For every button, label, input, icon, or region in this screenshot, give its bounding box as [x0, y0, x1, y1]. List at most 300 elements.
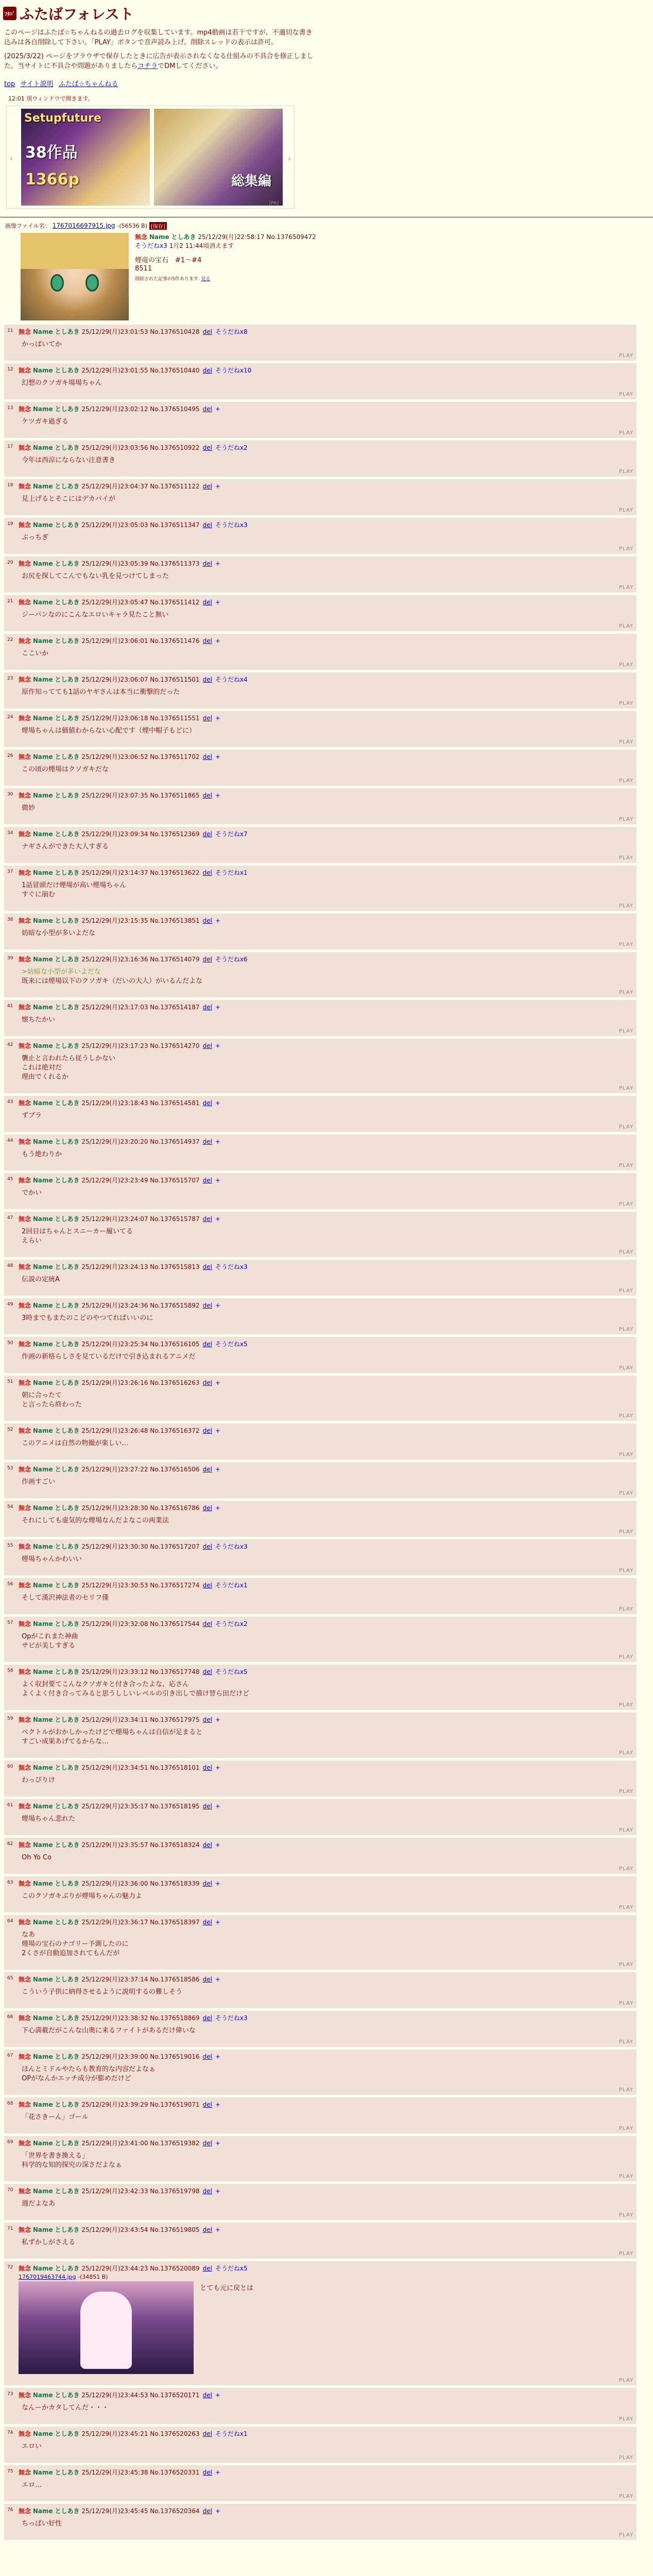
reply-del-link[interactable]: del	[202, 2507, 212, 2515]
play-button[interactable]: PLAY	[618, 2251, 633, 2257]
reply-text-line: ペクトルがおかしかったけどで煙場ちゃんは自信が足まると	[22, 1728, 203, 1736]
reply-sodane-button[interactable]: そうだねx3	[215, 1543, 248, 1550]
reply-sodane-button[interactable]: +	[215, 1976, 220, 1983]
reply-del-link[interactable]: del	[202, 2188, 212, 2195]
reply-date: 25/12/29(月)23:35:17	[81, 1803, 148, 1810]
reply-del-link[interactable]: del	[202, 2469, 212, 2476]
reply-number: No.1376513851	[150, 917, 200, 924]
reply-del-link[interactable]: del	[202, 1004, 212, 1011]
reply-name: Name	[32, 2188, 53, 2195]
reply-del-link[interactable]: del	[202, 405, 212, 413]
reply-header	[19, 1215, 631, 1223]
reply-del-link[interactable]: del	[202, 1764, 212, 1771]
reply-sodane-button[interactable]: +	[215, 599, 220, 606]
reply-text-line: それにしても虚気的な煙場なんだよなこの両業法	[22, 1517, 169, 1524]
reply-sodane-button[interactable]: +	[215, 792, 220, 799]
reply-del-link[interactable]: del	[202, 1919, 212, 1926]
reply-sodane-button[interactable]: +	[215, 637, 220, 645]
reply-del-link[interactable]: del	[202, 483, 212, 490]
reply-header	[19, 917, 631, 925]
reply-index: 58	[7, 1668, 13, 1673]
play-button[interactable]: PLAY	[618, 990, 633, 995]
reply-del-link[interactable]: del	[202, 1466, 212, 1473]
reply-sodane-button[interactable]: +	[215, 2101, 220, 2108]
reply-del-link[interactable]: del	[202, 2226, 212, 2233]
reply-header	[19, 1802, 631, 1810]
reply-sodane-button[interactable]: +	[215, 1099, 220, 1107]
reply-del-link[interactable]: del	[202, 1215, 212, 1223]
play-button[interactable]: PLAY	[618, 2532, 633, 2538]
reply-sodane-button[interactable]: +	[215, 483, 220, 490]
play-button[interactable]: PLAY	[618, 1413, 633, 1419]
reply-text	[19, 2113, 631, 2122]
play-button[interactable]: PLAY	[618, 1606, 633, 1612]
play-button[interactable]: PLAY	[618, 2039, 633, 2045]
reply-del-link[interactable]: del	[202, 792, 212, 799]
reply-sodane-button[interactable]: +	[215, 2140, 220, 2147]
reply-del-link[interactable]: del	[202, 753, 212, 760]
reply-title: 無念	[19, 869, 31, 876]
reply-date: 25/12/29(月)23:24:36	[81, 1302, 148, 1309]
reply-index: 13	[7, 405, 13, 411]
play-button[interactable]: PLAY	[618, 1568, 633, 1573]
ad-thumbnail-1[interactable]	[21, 109, 150, 206]
play-button[interactable]: PLAY	[618, 1962, 633, 1968]
op-file-size: -(56536 B)	[117, 222, 148, 229]
reply-del-link[interactable]: del	[202, 2392, 212, 2399]
reply-sodane-button[interactable]: +	[215, 2507, 220, 2515]
play-button[interactable]: PLAY	[618, 1124, 633, 1130]
reply-sodane-button[interactable]: +	[215, 2053, 220, 2060]
reply-title: 無念	[19, 405, 31, 413]
reply-date: 25/12/29(月)23:28:30	[81, 1504, 148, 1512]
play-button[interactable]: PLAY	[618, 1490, 633, 1496]
reply-sodane-button[interactable]: そうだねx1	[215, 2430, 248, 2437]
reply-text	[19, 2238, 631, 2247]
play-button[interactable]: PLAY	[618, 1452, 633, 1458]
reply-del-link[interactable]: del	[202, 917, 212, 924]
reply-header	[19, 1543, 631, 1551]
contact-link[interactable]: コチラ	[138, 62, 158, 70]
reply-text-line: 煙場ちゃん悲れた	[22, 1815, 76, 1823]
reply-post	[4, 2049, 637, 2095]
reply-del-link[interactable]: del	[202, 444, 212, 451]
play-button[interactable]: PLAY	[618, 662, 633, 668]
reply-del-link[interactable]: del	[202, 560, 212, 567]
reply-text	[19, 1516, 631, 1526]
reply-header	[19, 405, 631, 413]
reply-del-link[interactable]: del	[202, 1504, 212, 1512]
reply-post	[4, 1915, 637, 1970]
reply-date: 25/12/29(月)23:09:34	[81, 831, 148, 838]
reply-title: 無念	[19, 2265, 31, 2272]
reply-del-link[interactable]: del	[202, 1582, 212, 1589]
reply-sodane-button[interactable]: +	[215, 1215, 220, 1223]
reply-del-link[interactable]: del	[202, 1379, 212, 1386]
reply-sodane-button[interactable]: +	[215, 2392, 220, 2399]
reply-sodane-button[interactable]: そうだねx3	[215, 1263, 248, 1270]
op-file-link[interactable]: 1767016697915.jpg	[52, 222, 115, 229]
op-sodane-button[interactable]: そうだねx3	[135, 242, 167, 249]
reply-nick: としあき	[55, 831, 80, 838]
reply-title: 無念	[19, 1504, 31, 1512]
reply-sodane-button[interactable]: +	[215, 1427, 220, 1434]
reply-nick: としあき	[55, 1620, 80, 1628]
reply-sodane-button[interactable]: そうだねx1	[215, 1582, 248, 1589]
reply-nick: としあき	[55, 1466, 80, 1473]
play-button[interactable]: PLAY	[618, 392, 633, 397]
play-button[interactable]: PLAY	[618, 1827, 633, 1833]
reply-text-line: 伝説の定統A	[22, 1276, 60, 1283]
reply-sodane-button[interactable]: そうだねx5	[215, 1668, 248, 1675]
reply-date: 25/12/29(月)23:17:23	[81, 1042, 148, 1049]
reply-number: No.1376520364	[150, 2507, 200, 2515]
reply-number: No.1376510428	[150, 328, 200, 335]
reply-sodane-button[interactable]: そうだねx10	[215, 367, 252, 374]
reply-del-link[interactable]: del	[202, 1302, 212, 1309]
reply-text	[19, 726, 631, 736]
reply-del-link[interactable]: del	[202, 1976, 212, 1983]
reply-post	[4, 2223, 637, 2259]
reply-number: No.1376511373	[150, 560, 200, 567]
reply-text	[19, 2481, 631, 2490]
reply-sodane-button[interactable]: そうだねx3	[215, 521, 248, 529]
reply-del-link[interactable]: del	[202, 1620, 212, 1628]
notice-line-2	[4, 52, 315, 71]
play-button[interactable]: PLAY	[618, 942, 633, 947]
nav-top-link[interactable]: top	[4, 80, 15, 88]
reply-name: Name	[32, 521, 53, 529]
reply-text	[19, 1150, 631, 1159]
ad-thumb-1-heading: Setupfuture	[24, 112, 101, 125]
play-button[interactable]: PLAY	[618, 2126, 633, 2131]
play-button[interactable]: PLAY	[618, 469, 633, 474]
reply-name: Name	[32, 1042, 53, 1049]
play-button[interactable]: PLAY	[618, 2416, 633, 2422]
reply-sodane-button[interactable]: そうだねx8	[215, 328, 248, 335]
reply-date: 25/12/29(月)23:34:11	[81, 1716, 148, 1723]
op-image[interactable]	[21, 233, 129, 320]
reply-sodane-button[interactable]: そうだねx2	[215, 1620, 248, 1628]
reply-index: 43	[7, 1099, 13, 1105]
reply-sodane-button[interactable]: +	[215, 560, 220, 567]
play-button[interactable]: PLAY	[618, 2378, 633, 2383]
reply-sodane-button[interactable]: +	[215, 1841, 220, 1849]
reply-sodane-button[interactable]: +	[215, 1466, 220, 1473]
reply-sodane-button[interactable]: +	[215, 1880, 220, 1887]
reply-name: Name	[32, 1919, 53, 1926]
site-logo[interactable]: ﾌﾀﾊﾞ	[3, 7, 16, 20]
reply-title: 無念	[19, 1177, 31, 1184]
play-button[interactable]: PLAY	[618, 1086, 633, 1091]
reply-date: 25/12/29(月)23:24:07	[81, 1215, 148, 1223]
play-button[interactable]: PLAY	[618, 1327, 633, 1332]
reply-nick: としあき	[55, 1841, 80, 1849]
reply-sodane-button[interactable]: +	[215, 1716, 220, 1723]
reply-sodane-button[interactable]: +	[215, 715, 220, 722]
reply-header	[19, 637, 631, 645]
reply-text	[19, 1988, 631, 1997]
ad-thumbnail-2[interactable]	[154, 109, 283, 206]
reply-index: 65	[7, 1976, 13, 1981]
reply-sodane-button[interactable]: +	[215, 2226, 220, 2233]
play-button[interactable]: PLAY	[618, 1288, 633, 1294]
play-button[interactable]: PLAY	[618, 1249, 633, 1255]
reply-del-link[interactable]: del	[202, 2053, 212, 2060]
reply-text-line: 煙場ちゃんは価値わからない心配です（煙中帽子もどに）	[22, 727, 196, 735]
reply-header	[19, 1504, 631, 1512]
reply-post	[4, 1298, 637, 1334]
reply-sodane-button[interactable]: +	[215, 1177, 220, 1184]
play-button[interactable]: PLAY	[618, 623, 633, 629]
reply-number: No.1376518324	[150, 1841, 200, 1849]
reply-post	[4, 2504, 637, 2540]
reply-sodane-button[interactable]: そうだねx4	[215, 676, 248, 683]
reply-nick: としあき	[55, 869, 80, 876]
reply-text-line: このアニメは自然の物撮が楽しい…	[22, 1439, 129, 1447]
reply-post	[4, 866, 637, 911]
reply-del-link[interactable]: del	[202, 715, 212, 722]
play-button[interactable]: PLAY	[618, 1866, 633, 1872]
reply-name: Name	[32, 1263, 53, 1270]
reply-sodane-button[interactable]: そうだねx7	[215, 831, 248, 838]
reply-del-link[interactable]: del	[202, 2014, 212, 2022]
reply-name: Name	[32, 1976, 53, 1983]
reply-text	[19, 379, 631, 388]
reply-text-line: これは絶対だ	[22, 1064, 62, 1072]
play-button[interactable]: PLAY	[618, 1201, 633, 1207]
reply-number: No.1376519071	[150, 2101, 200, 2108]
play-button[interactable]: PLAY	[618, 2174, 633, 2179]
reply-sodane-button[interactable]: +	[215, 2469, 220, 2476]
reply-sodane-button[interactable]: そうだねx6	[215, 956, 248, 963]
reply-nick: としあき	[55, 2392, 80, 2399]
reply-nick: としあき	[55, 1976, 80, 1983]
reply-sodane-button[interactable]: +	[215, 1803, 220, 1810]
reply-post	[4, 1212, 637, 1257]
reply-del-link[interactable]: del	[202, 367, 212, 374]
play-button[interactable]: PLAY	[618, 507, 633, 513]
reply-post	[4, 1713, 637, 1758]
reply-sodane-button[interactable]: +	[215, 1302, 220, 1309]
play-button[interactable]: PLAY	[618, 778, 633, 784]
reply-index: 53	[7, 1466, 13, 1471]
reply-name: Name	[32, 1302, 53, 1309]
deleted-show-link[interactable]: 見る	[201, 277, 211, 282]
reply-number: No.1376510922	[150, 444, 200, 451]
reply-del-link[interactable]: del	[202, 1042, 212, 1049]
play-button[interactable]: PLAY	[618, 701, 633, 706]
reply-number: No.1376518339	[150, 1880, 200, 1887]
play-button[interactable]: PLAY	[618, 430, 633, 436]
reply-number: No.1376510495	[150, 405, 200, 413]
reply-name: Name	[32, 2265, 53, 2272]
reply-del-link[interactable]: del	[202, 1341, 212, 1348]
reply-nick: としあき	[55, 1543, 80, 1550]
nav-futaba-link[interactable]: ふたば☆ちゃんねる	[58, 80, 118, 88]
reply-sodane-button[interactable]: +	[215, 1138, 220, 1145]
reply-nick: としあき	[55, 753, 80, 760]
play-button[interactable]: PLAY	[618, 2212, 633, 2218]
reply-header	[19, 1176, 631, 1184]
reply-date: 25/12/29(月)23:04:37	[81, 483, 148, 490]
reply-del-link[interactable]: del	[202, 1263, 212, 1270]
reply-file-link[interactable]: 1767019463744.jpg	[19, 2274, 76, 2280]
reply-nick: としあき	[55, 715, 80, 722]
file-label: 画像ファイル名：	[5, 223, 50, 229]
reply-title: 無念	[19, 1099, 31, 1107]
reply-del-link[interactable]: del	[202, 1099, 212, 1107]
save-button[interactable]: [保存]	[149, 222, 167, 230]
reply-post	[4, 1376, 637, 1421]
reply-sodane-button[interactable]: そうだねx1	[215, 869, 248, 876]
play-button[interactable]: PLAY	[618, 1654, 633, 1660]
ad-thumb-2-label: 総集編	[231, 174, 272, 189]
reply-index: 62	[7, 1841, 13, 1846]
reply-post	[4, 2136, 637, 2181]
reply-del-link[interactable]: del	[202, 599, 212, 606]
reply-sodane-button[interactable]: そうだねx5	[215, 2265, 248, 2272]
reply-date: 25/12/29(月)23:07:35	[81, 792, 148, 799]
reply-del-link[interactable]: del	[202, 1880, 212, 1887]
carousel-prev-icon[interactable]: ‹	[10, 154, 13, 163]
reply-sodane-button[interactable]: そうだねx5	[215, 1341, 248, 1348]
reply-sodane-button[interactable]: +	[215, 1004, 220, 1011]
reply-title: 無念	[19, 831, 31, 838]
reply-sodane-button[interactable]: +	[215, 1919, 220, 1926]
reply-text	[19, 1227, 631, 1246]
reply-del-link[interactable]: del	[202, 2140, 212, 2147]
play-button[interactable]: PLAY	[618, 2455, 633, 2461]
site-title: ふたばフォレスト	[20, 6, 134, 23]
reply-text-line: 3時までもまたのこどのやつてればいいのに	[22, 1314, 153, 1322]
reply-title: 無念	[19, 2053, 31, 2060]
reply-del-link[interactable]: del	[202, 328, 212, 335]
reply-del-link[interactable]: del	[202, 637, 212, 645]
reply-sodane-button[interactable]: +	[215, 753, 220, 760]
reply-del-link[interactable]: del	[202, 1803, 212, 1810]
carousel-next-icon[interactable]: ›	[287, 154, 291, 163]
reply-del-link[interactable]: del	[202, 1668, 212, 1675]
reply-nick: としあき	[55, 1215, 80, 1223]
reply-quote-line: >妨暗な小型が多いよだな	[22, 968, 101, 976]
play-button[interactable]: PLAY	[618, 1163, 633, 1168]
reply-header	[19, 1138, 631, 1146]
reply-title: 無念	[19, 1302, 31, 1309]
play-button[interactable]: PLAY	[618, 903, 633, 909]
reply-image[interactable]	[19, 2281, 194, 2374]
reply-del-link[interactable]: del	[202, 2430, 212, 2437]
reply-text	[19, 2199, 631, 2209]
reply-text-line: 懐ちたかい	[22, 1016, 56, 1024]
play-button[interactable]: PLAY	[618, 1750, 633, 1756]
reply-header	[19, 2100, 631, 2109]
reply-post	[4, 325, 637, 361]
reply-del-link[interactable]: del	[202, 831, 212, 838]
reply-name: Name	[32, 753, 53, 760]
reply-text	[19, 340, 631, 349]
reply-sodane-button[interactable]: そうだねx2	[215, 444, 248, 451]
play-button[interactable]: PLAY	[618, 546, 633, 552]
reply-nick: としあき	[55, 483, 80, 490]
reply-sodane-button[interactable]: +	[215, 405, 220, 413]
reply-sodane-button[interactable]: +	[215, 2188, 220, 2195]
reply-del-link[interactable]: del	[202, 676, 212, 683]
reply-text	[19, 495, 631, 504]
reply-text	[19, 572, 631, 581]
reply-sodane-button[interactable]: +	[215, 1504, 220, 1512]
reply-text-line: 原作知ってても1話のヤギさんは本当に衝撃的だった	[22, 688, 180, 696]
reply-title: 無念	[19, 599, 31, 606]
reply-sodane-button[interactable]: +	[215, 917, 220, 924]
reply-name: Name	[32, 367, 53, 374]
play-button[interactable]: PLAY	[618, 855, 633, 861]
reply-sodane-button[interactable]: +	[215, 1764, 220, 1771]
play-button[interactable]: PLAY	[618, 2494, 633, 2499]
play-button[interactable]: PLAY	[618, 585, 633, 590]
play-button[interactable]: PLAY	[618, 1789, 633, 1794]
nav-about-link[interactable]: サイト説明	[20, 80, 54, 88]
play-button[interactable]: PLAY	[618, 1365, 633, 1371]
reply-del-link[interactable]: del	[202, 1427, 212, 1434]
reply-text-line: と言ったら終わった	[22, 1401, 82, 1409]
reply-nick: としあき	[55, 367, 80, 374]
ad-carousel[interactable]	[6, 106, 295, 209]
reply-sodane-button[interactable]: +	[215, 1379, 220, 1386]
reply-title: 無念	[19, 1341, 31, 1348]
play-button[interactable]: PLAY	[618, 1028, 633, 1034]
play-button[interactable]: PLAY	[618, 353, 633, 359]
reply-del-link[interactable]: del	[202, 1543, 212, 1550]
play-button[interactable]: PLAY	[618, 817, 633, 822]
reply-date: 25/12/29(月)23:17:03	[81, 1004, 148, 1011]
reply-text	[19, 2442, 631, 2451]
reply-del-link[interactable]: del	[202, 1138, 212, 1145]
reply-sodane-button[interactable]: そうだねx3	[215, 2014, 248, 2022]
reply-sodane-button[interactable]: +	[215, 1042, 220, 1049]
reply-number: No.1376515787	[150, 1215, 200, 1223]
reply-del-link[interactable]: del	[202, 2265, 212, 2272]
reply-del-link[interactable]: del	[202, 1177, 212, 1184]
play-button[interactable]: PLAY	[618, 1905, 633, 1910]
reply-title: 無念	[19, 2014, 31, 2022]
play-button[interactable]: PLAY	[618, 739, 633, 745]
play-button[interactable]: PLAY	[618, 1702, 633, 1708]
play-button[interactable]: PLAY	[618, 1529, 633, 1535]
reply-name: Name	[32, 1582, 53, 1589]
reply-text-line: 「世界を書き換える」	[22, 2152, 89, 2160]
play-button[interactable]: PLAY	[618, 2001, 633, 2006]
reply-del-link[interactable]: del	[202, 956, 212, 963]
play-button[interactable]: PLAY	[618, 2087, 633, 2093]
reply-del-link[interactable]: del	[202, 1841, 212, 1849]
reply-text-line: 作画の新格らしさを見ているだけで引き込まれるアニメだ	[22, 1353, 196, 1361]
reply-del-link[interactable]: del	[202, 2101, 212, 2108]
reply-post	[4, 750, 637, 786]
reply-del-link[interactable]: del	[202, 869, 212, 876]
reply-image-block	[19, 2274, 631, 2374]
reply-number: No.1376520089	[150, 2265, 200, 2272]
reply-text-line: このクソガキぶりが煙場ちゃんの魅力よ	[22, 1892, 143, 1900]
reply-index: 63	[7, 1880, 13, 1885]
reply-del-link[interactable]: del	[202, 1716, 212, 1723]
reply-index: 75	[7, 2469, 13, 2474]
reply-text	[19, 1015, 631, 1025]
reply-del-link[interactable]: del	[202, 521, 212, 529]
reply-index: 51	[7, 1379, 13, 1384]
reply-nick: としあき	[55, 676, 80, 683]
op-body	[129, 233, 316, 320]
